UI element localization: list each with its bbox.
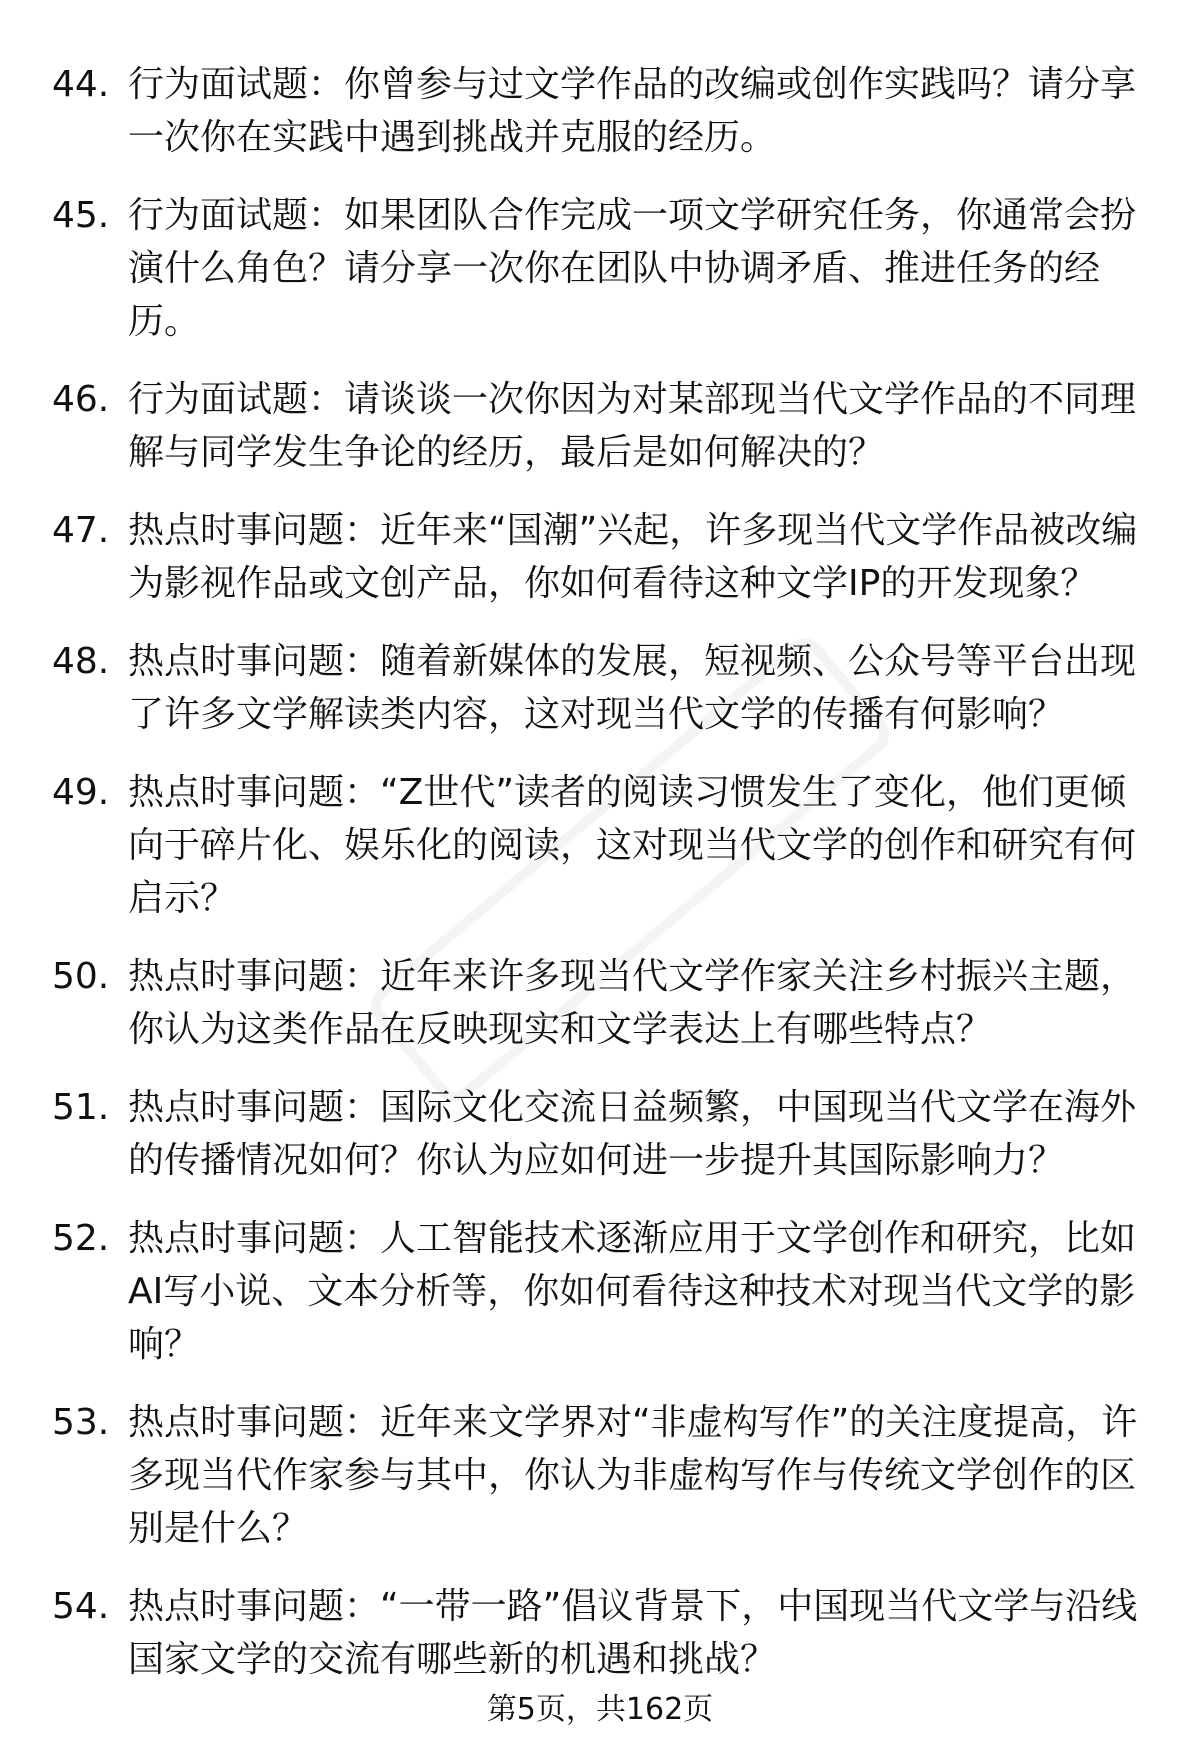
question-text: 热点时事问题：国际文化交流日益频繁，中国现当代文学在海外的传播情况如何？你认为应如何进一步提升其国际影响力？ <box>128 1087 1137 1181</box>
question-item <box>52 635 1142 741</box>
question-item <box>52 189 1142 348</box>
page-footer: 第5页，共162页 <box>486 1692 714 1727</box>
question-item <box>52 950 1142 1056</box>
question-text: 热点时事问题：“Z世代”读者的阅读习惯发生了变化，他们更倾向于碎片化、娱乐化的阅读，这对现当代文学的创作和研究有何启示？ <box>128 772 1137 919</box>
question-number: 50. <box>52 956 110 997</box>
question-text: 热点时事问题：近年来文学界对“非虚构写作”的关注度提高，许多现当代作家参与其中，你认为非虚构写作与传统文学创作的区别是什么？ <box>128 1402 1138 1549</box>
question-item <box>52 58 1142 164</box>
question-text: 热点时事问题：“一带一路”倡议背景下，中国现当代文学与沿线国家文学的交流有哪些新的机遇和挑战？ <box>128 1586 1138 1680</box>
question-number: 52. <box>52 1218 110 1259</box>
question-text: 热点时事问题：近年来许多现当代文学作家关注乡村振兴主题，你认为这类作品在反映现实和文学表达上有哪些特点？ <box>128 956 1137 1050</box>
question-number: 47. <box>52 510 110 551</box>
question-text: 行为面试题：请谈谈一次你因为对某部现当代文学作品的不同理解与同学发生争论的经历，最后是如何解决的？ <box>128 379 1137 473</box>
question-item <box>52 373 1142 479</box>
question-item <box>52 1396 1142 1555</box>
question-text: 行为面试题：你曾参与过文学作品的改编或创作实践吗？请分享一次你在实践中遇到挑战并克服的经历。 <box>128 64 1137 158</box>
question-number: 44. <box>52 64 110 105</box>
question-text: 行为面试题：如果团队合作完成一项文学研究任务，你通常会扮演什么角色？请分享一次你在团队中协调矛盾、推进任务的经历。 <box>128 195 1137 342</box>
question-list <box>52 58 1142 1711</box>
question-number: 51. <box>52 1087 110 1128</box>
question-number: 53. <box>52 1402 110 1443</box>
question-item <box>52 1580 1142 1686</box>
question-text: 热点时事问题：随着新媒体的发展，短视频、公众号等平台出现了许多文学解读类内容，这对现当代文学的传播有何影响？ <box>128 641 1137 735</box>
question-text: 热点时事问题：人工智能技术逐渐应用于文学创作和研究，比如AI写小说、文本分析等，你如何看待这种技术对现当代文学的影响？ <box>128 1218 1137 1365</box>
question-item <box>52 1212 1142 1371</box>
question-number: 49. <box>52 772 110 813</box>
question-number: 54. <box>52 1586 110 1627</box>
question-item <box>52 1081 1142 1187</box>
question-number: 46. <box>52 379 110 420</box>
question-item <box>52 504 1142 610</box>
question-text: 热点时事问题：近年来“国潮”兴起，许多现当代文学作品被改编为影视作品或文创产品，你如何看待这种文学IP的开发现象？ <box>128 510 1138 604</box>
question-item <box>52 766 1142 925</box>
question-number: 45. <box>52 195 110 236</box>
question-number: 48. <box>52 641 110 682</box>
